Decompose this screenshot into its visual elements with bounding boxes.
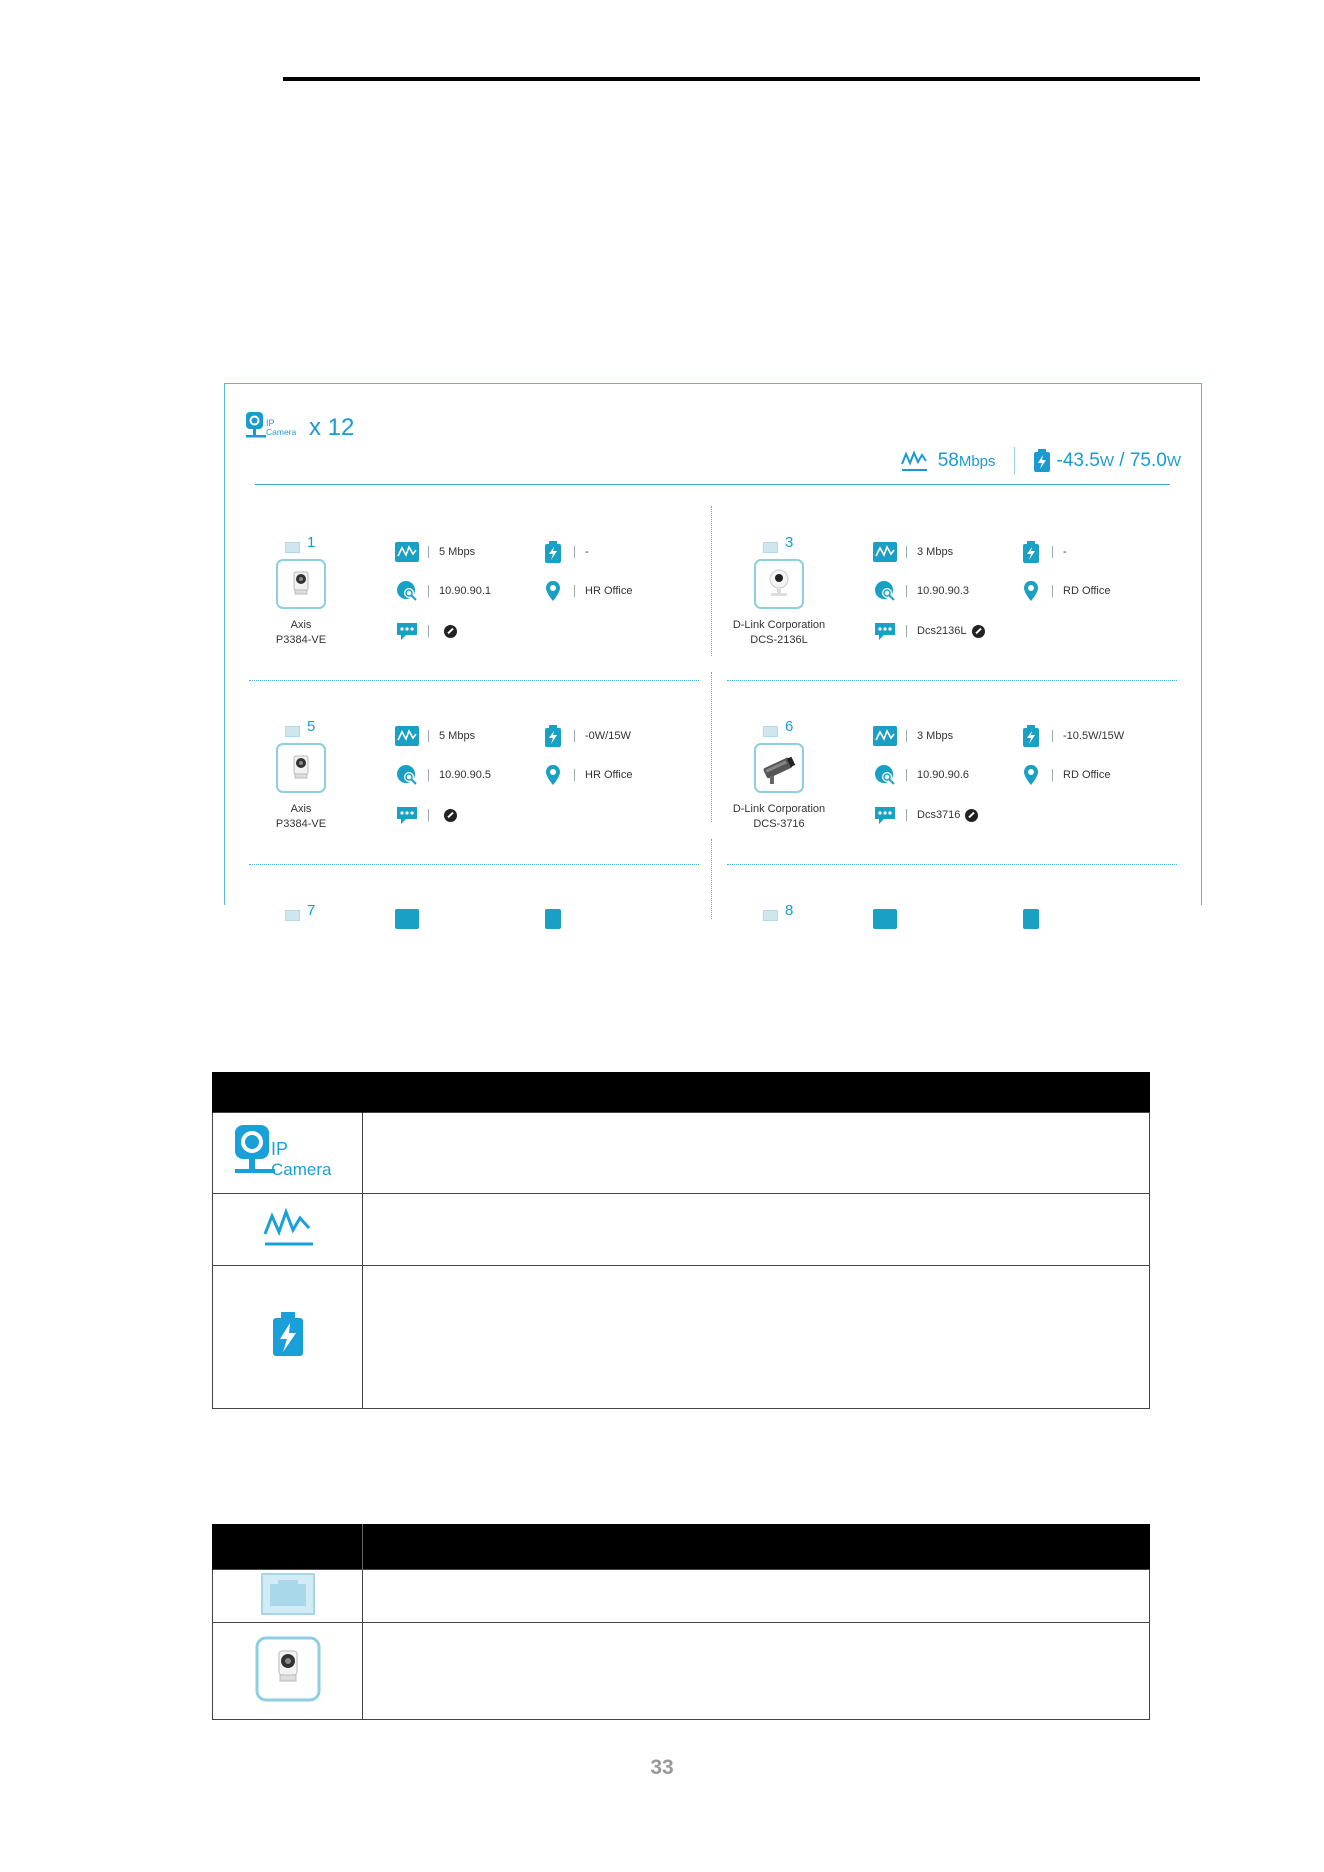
table-header-icon <box>213 1524 363 1570</box>
table-row <box>213 1266 1150 1409</box>
logo-camera-text: Camera <box>266 427 297 437</box>
header-rule <box>283 77 1200 81</box>
power-value: -10.5W/15W <box>1063 730 1125 742</box>
port-icon <box>285 542 300 553</box>
table-header-description <box>363 1524 1150 1570</box>
icon-cell <box>213 1194 363 1266</box>
throughput-attr <box>395 725 475 747</box>
port-icon <box>763 542 778 553</box>
table-header-icon <box>213 1072 363 1113</box>
summary-totals <box>900 446 1181 476</box>
camera-thumbnail[interactable] <box>754 559 804 609</box>
comment-value: Dcs3716 <box>917 809 961 821</box>
power-used-value: -43.5 <box>1056 450 1100 471</box>
comment-bubble-icon <box>873 620 897 642</box>
dome-camera-icon <box>278 561 324 607</box>
camera-thumbnail-icon <box>255 1636 321 1702</box>
location-pin-icon <box>1023 764 1039 786</box>
port-icon <box>260 1572 316 1616</box>
power-battery-icon <box>545 541 561 563</box>
device-vendor: D-Link Corporation <box>732 803 826 815</box>
throughput-icon <box>873 726 897 746</box>
throughput-icon <box>395 542 419 562</box>
location-pin-icon <box>545 580 561 602</box>
icon-description-table-1 <box>212 1072 1150 1409</box>
throughput-value: 3 Mbps <box>917 730 954 742</box>
description-cell <box>363 1194 1150 1266</box>
power-battery-icon <box>271 1312 305 1358</box>
table-row <box>213 1570 1150 1623</box>
throughput-icon <box>395 726 419 746</box>
port-icon <box>763 726 778 737</box>
page-number: 33 <box>650 1756 674 1779</box>
power-battery-icon <box>1033 449 1051 473</box>
table-header-row <box>213 1072 1150 1113</box>
grid-divider-horizontal <box>727 680 1177 681</box>
device-model: P3384-VE <box>275 818 327 830</box>
throughput-value: 3 Mbps <box>917 546 954 558</box>
power-attr <box>1019 725 1124 747</box>
bullet-camera-icon <box>756 745 802 791</box>
throughput-attr <box>395 541 475 563</box>
device-card-port-8[interactable] <box>723 880 1183 1030</box>
throughput-value: 5 Mbps <box>439 546 476 558</box>
description-cell <box>363 1113 1150 1194</box>
description-cell <box>363 1623 1150 1720</box>
ip-search-icon <box>874 580 896 602</box>
device-vendor: Axis <box>290 619 312 631</box>
location-attr <box>541 764 632 786</box>
power-budget-value: 75.0 <box>1129 450 1167 471</box>
device-card-port-1[interactable] <box>245 512 705 662</box>
device-name <box>709 618 849 648</box>
ip-camera-logo <box>245 411 303 446</box>
edit-icon[interactable] <box>444 809 457 822</box>
comment-bubble-icon <box>873 804 897 826</box>
power-battery-icon <box>545 909 561 929</box>
logo-camera-text: Camera <box>270 1159 331 1179</box>
comment-attr <box>395 804 457 826</box>
port-icon <box>285 910 300 921</box>
location-value: RD Office <box>1063 585 1111 597</box>
throughput-icon <box>395 909 419 929</box>
icon-cell <box>213 1623 363 1720</box>
summary-separator <box>1014 447 1015 475</box>
location-value: HR Office <box>585 585 633 597</box>
port-number: 5 <box>307 718 316 735</box>
ip-attr <box>873 764 969 786</box>
cube-camera-icon <box>756 561 802 607</box>
ip-value: 10.90.90.3 <box>917 585 969 597</box>
location-value: HR Office <box>585 769 633 781</box>
ip-attr <box>873 580 969 602</box>
comment-bubble-icon <box>395 804 419 826</box>
logo-ip-text: IP <box>266 418 275 428</box>
grid-divider-horizontal <box>727 864 1177 865</box>
power-battery-icon <box>1023 541 1039 563</box>
camera-count: x 12 <box>309 414 355 441</box>
power-attr <box>541 725 631 747</box>
device-model: P3384-VE <box>275 634 327 646</box>
grid-divider-vertical <box>711 672 712 822</box>
device-name <box>231 802 371 832</box>
ip-attr <box>395 580 491 602</box>
icon-cell <box>213 1266 363 1409</box>
total-throughput-unit: Mbps <box>958 452 996 470</box>
location-attr <box>1019 764 1110 786</box>
throughput-icon <box>261 1204 315 1250</box>
ip-search-icon <box>396 580 418 602</box>
camera-thumbnail[interactable] <box>276 743 326 793</box>
icon-cell <box>213 1570 363 1623</box>
description-cell <box>363 1266 1150 1409</box>
edit-icon[interactable] <box>972 625 985 638</box>
power-used-unit: W <box>1099 452 1114 470</box>
comment-attr <box>873 804 978 826</box>
edit-icon[interactable] <box>444 625 457 638</box>
table-row <box>213 1194 1150 1266</box>
power-battery-icon <box>545 725 561 747</box>
location-pin-icon <box>545 764 561 786</box>
device-card-port-5[interactable] <box>245 696 705 846</box>
power-attr <box>1019 541 1067 563</box>
port-number: 3 <box>785 534 794 551</box>
ip-search-icon <box>874 764 896 786</box>
icon-description-table-2 <box>212 1524 1150 1720</box>
port-number: 8 <box>785 902 794 919</box>
device-card-port-3[interactable] <box>723 512 1183 662</box>
power-attr <box>541 541 589 563</box>
location-pin-icon <box>1023 580 1039 602</box>
device-model: DCS-2136L <box>750 634 808 646</box>
edit-icon[interactable] <box>965 809 978 822</box>
table-header-row <box>213 1524 1150 1570</box>
ip-value: 10.90.90.6 <box>917 769 969 781</box>
device-vendor: Axis <box>290 803 312 815</box>
power-battery-icon <box>1023 725 1039 747</box>
port-number: 6 <box>785 718 794 735</box>
camera-thumbnail[interactable] <box>276 559 326 609</box>
throughput-value: 5 Mbps <box>439 730 476 742</box>
ip-camera-logo-icon <box>233 1121 343 1181</box>
device-name <box>231 618 371 648</box>
throughput-icon <box>900 448 928 474</box>
throughput-attr <box>873 725 953 747</box>
power-separator: / <box>1114 450 1130 471</box>
dome-camera-icon <box>278 745 324 791</box>
power-value: - <box>1063 546 1067 558</box>
location-value: RD Office <box>1063 769 1111 781</box>
ip-camera-status-panel <box>224 383 1202 919</box>
grid-divider-horizontal <box>249 680 699 681</box>
device-model: DCS-3716 <box>753 818 805 830</box>
ip-attr <box>395 764 491 786</box>
ip-camera-logo-icon <box>245 411 303 441</box>
icon-cell <box>213 1113 363 1194</box>
power-battery-icon <box>1023 909 1039 929</box>
grid-divider-horizontal <box>249 864 699 865</box>
camera-thumbnail[interactable] <box>754 743 804 793</box>
summary-divider <box>255 484 1170 485</box>
port-icon <box>763 910 778 921</box>
power-budget-unit: W <box>1166 452 1181 470</box>
device-card-port-6[interactable] <box>723 696 1183 846</box>
power-value: -0W/15W <box>585 730 631 742</box>
comment-attr <box>395 620 457 642</box>
ip-search-icon <box>396 764 418 786</box>
power-value: - <box>585 546 589 558</box>
comment-attr <box>873 620 985 642</box>
ip-value: 10.90.90.5 <box>439 769 491 781</box>
table-row <box>213 1113 1150 1194</box>
port-icon <box>285 726 300 737</box>
table-header-description <box>363 1072 1150 1113</box>
description-cell <box>363 1570 1150 1623</box>
port-number: 7 <box>307 902 316 919</box>
throughput-icon <box>873 542 897 562</box>
throughput-icon <box>873 909 897 929</box>
device-name <box>709 802 849 832</box>
location-attr <box>541 580 632 602</box>
comment-bubble-icon <box>395 620 419 642</box>
table-row <box>213 1623 1150 1720</box>
grid-divider-vertical <box>711 839 712 919</box>
device-vendor: D-Link Corporation <box>732 619 826 631</box>
device-card-port-7[interactable] <box>245 880 705 1030</box>
logo-ip-text: IP <box>270 1138 288 1159</box>
comment-value: Dcs2136L <box>917 625 967 637</box>
throughput-attr <box>873 541 953 563</box>
ip-value: 10.90.90.1 <box>439 585 491 597</box>
port-number: 1 <box>307 534 316 551</box>
location-attr <box>1019 580 1110 602</box>
total-throughput-value: 58 <box>937 450 959 471</box>
